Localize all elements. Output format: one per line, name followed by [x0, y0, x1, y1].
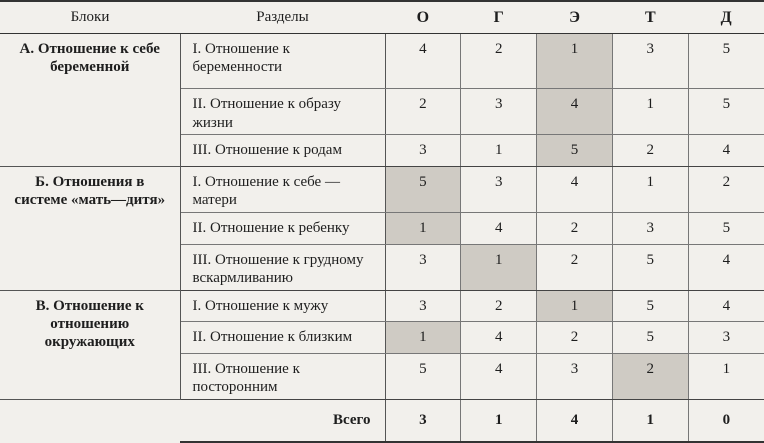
section-label: II. Отношение к ребенку	[180, 212, 385, 244]
header-sections: Разделы	[180, 1, 385, 34]
value-cell: 3	[688, 322, 764, 354]
section-label: I. Отношение к себе — матери	[180, 166, 385, 212]
total-value: 0	[688, 399, 764, 442]
value-cell: 5	[688, 212, 764, 244]
value-cell: 1	[385, 212, 461, 244]
header-blocks: Блоки	[0, 1, 180, 34]
value-cell: 3	[385, 290, 461, 322]
value-cell: 4	[461, 322, 537, 354]
value-cell: 1	[537, 290, 613, 322]
table-row	[0, 290, 764, 322]
section-label: I. Отношение к беременности	[180, 34, 385, 89]
value-cell: 3	[385, 244, 461, 290]
table-row	[0, 166, 764, 212]
table-body	[0, 34, 764, 443]
value-cell: 2	[612, 353, 688, 399]
header-col-d: Д	[688, 1, 764, 34]
section-label: I. Отношение к мужу	[180, 290, 385, 322]
value-cell: 5	[385, 166, 461, 212]
total-value: 4	[537, 399, 613, 442]
value-cell: 2	[537, 244, 613, 290]
value-cell: 5	[612, 290, 688, 322]
value-cell: 4	[537, 166, 613, 212]
header-row	[0, 1, 764, 34]
value-cell: 4	[537, 89, 613, 135]
value-cell: 1	[612, 166, 688, 212]
value-cell: 2	[537, 212, 613, 244]
header-col-o: О	[385, 1, 461, 34]
value-cell: 3	[537, 353, 613, 399]
total-blank-cell	[0, 399, 180, 442]
value-cell: 3	[461, 166, 537, 212]
total-value: 1	[612, 399, 688, 442]
value-cell: 5	[385, 353, 461, 399]
block-label: В. Отношение к отношению окружающих	[0, 290, 180, 399]
value-cell: 4	[461, 212, 537, 244]
value-cell: 4	[688, 244, 764, 290]
value-cell: 5	[612, 322, 688, 354]
total-value: 3	[385, 399, 461, 442]
value-cell: 4	[461, 353, 537, 399]
value-cell: 2	[688, 166, 764, 212]
value-cell: 1	[461, 244, 537, 290]
table-row	[0, 34, 764, 89]
header-col-e: Э	[537, 1, 613, 34]
value-cell: 5	[612, 244, 688, 290]
section-label: III. Отношение к посторонним	[180, 353, 385, 399]
header-col-t: Т	[612, 1, 688, 34]
section-label: III. Отношение к грудному вскармливанию	[180, 244, 385, 290]
total-value: 1	[461, 399, 537, 442]
value-cell: 2	[612, 135, 688, 167]
block-label: Б. Отношения в системе «мать—дитя»	[0, 166, 180, 290]
value-cell: 1	[385, 322, 461, 354]
value-cell: 3	[612, 212, 688, 244]
total-label: Всего	[180, 399, 385, 442]
value-cell: 5	[537, 135, 613, 167]
value-cell: 2	[461, 34, 537, 89]
total-row	[0, 399, 764, 442]
value-cell: 2	[385, 89, 461, 135]
value-cell: 1	[612, 89, 688, 135]
value-cell: 4	[688, 290, 764, 322]
value-cell: 5	[688, 89, 764, 135]
value-cell: 5	[688, 34, 764, 89]
value-cell: 1	[688, 353, 764, 399]
value-cell: 1	[461, 135, 537, 167]
value-cell: 3	[461, 89, 537, 135]
section-label: II. Отношение к образу жизни	[180, 89, 385, 135]
value-cell: 4	[688, 135, 764, 167]
value-cell: 4	[385, 34, 461, 89]
value-cell: 2	[537, 322, 613, 354]
section-label: III. Отношение к родам	[180, 135, 385, 167]
value-cell: 2	[461, 290, 537, 322]
section-label: II. Отношение к близким	[180, 322, 385, 354]
block-label: А. Отношение к себе беременной	[0, 34, 180, 167]
header-col-g: Г	[461, 1, 537, 34]
value-cell: 1	[537, 34, 613, 89]
value-cell: 3	[385, 135, 461, 167]
value-cell: 3	[612, 34, 688, 89]
